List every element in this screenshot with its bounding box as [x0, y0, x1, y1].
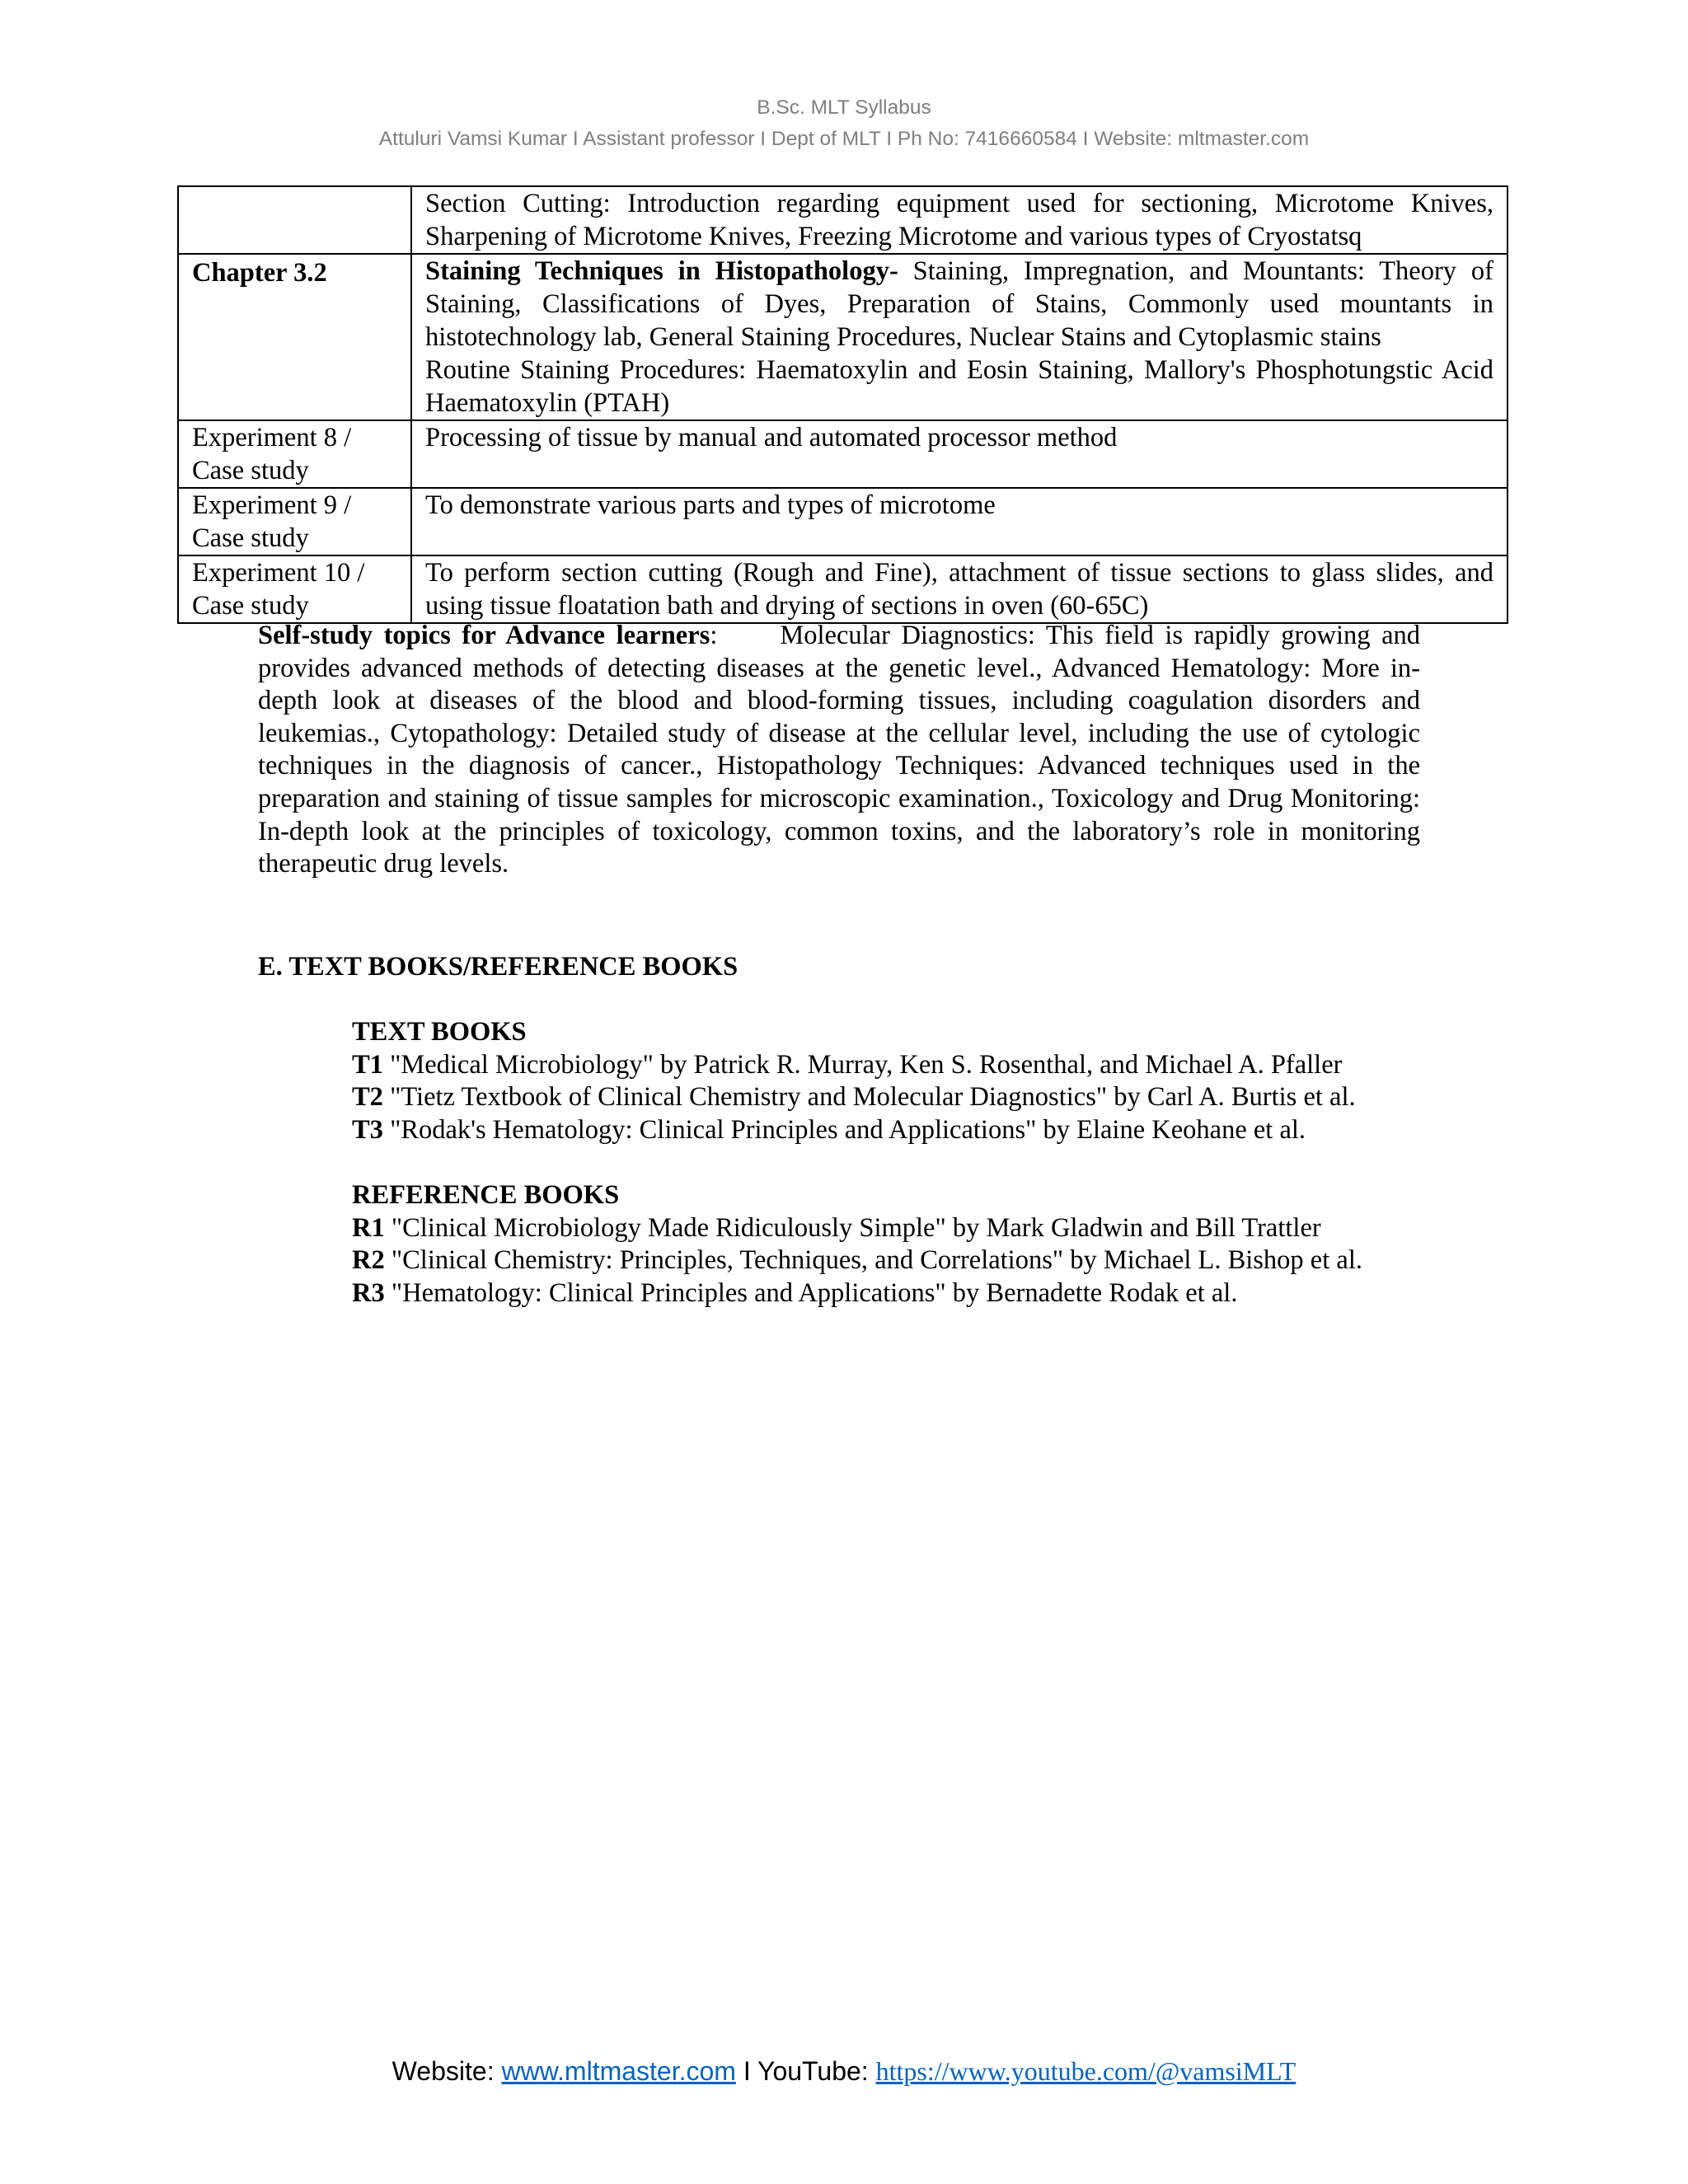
header-subtitle: Attuluri Vamsi Kumar I Assistant professor I Dept of MLT I Ph No: 7416660584 I Website: mltmaster.com [378, 128, 1310, 150]
book-title: "Clinical Microbiology Made Ridiculously Simple" by Mark Gladwin and Bill Trattler [384, 1212, 1321, 1243]
table-cell-label [178, 488, 411, 555]
reference-books-list [352, 1179, 1421, 1310]
footer-youtube-label: I YouTube: [735, 2056, 876, 2086]
experiment-label: Experiment 9 / [192, 490, 352, 520]
list-item [352, 1244, 1421, 1277]
table-cell-content: Section Cutting: Introduction regarding equipment used for sectioning, Microtome Knives, Sharpening of Microtome Knives, Freezing Microtome and various types of Cryostatsq [411, 186, 1507, 254]
self-study-separator: : [710, 621, 718, 650]
table-row [178, 488, 1507, 555]
book-code: R2 [352, 1245, 385, 1276]
list-item [352, 1049, 1421, 1082]
text-books-list [352, 1016, 1421, 1146]
book-code: R1 [352, 1212, 385, 1243]
text-books-heading: TEXT BOOKS [352, 1017, 527, 1047]
website-link[interactable]: www.mltmaster.com [501, 2056, 736, 2086]
book-code: T3 [352, 1114, 383, 1145]
list-item [352, 1212, 1421, 1245]
self-study-text: Molecular Diagnostics: This field is rapidly growing and provides advanced methods of detecting diseases at the genetic level., Advanced Hematology: More in-depth look at diseases of the blood and blood-forming tissues, including coagulation disorders and leukemias., Cytopathology: Detailed study of disease at the cellular level, including the use of cytologic techniques in the diagnosis of cancer., Histopathology Techniques: Advanced techniques used in the preparation and staining of tissue samples for microscopic examination., Toxicology and Drug Monitoring: In-depth look at the principles of toxicology, common toxins, and the laboratory’s role in monitoring therapeutic drug levels. [258, 621, 1420, 879]
table-row [178, 420, 1507, 488]
book-title: "Tietz Textbook of Clinical Chemistry and Molecular Diagnostics" by Carl A. Burtis et al. [382, 1082, 1356, 1113]
table-row [178, 186, 1507, 254]
self-study-paragraph [258, 620, 1420, 881]
header-title: B.Sc. MLT Syllabus [757, 96, 931, 119]
chapter-text: Staining, Impregnation, and Mountants: Theory of Staining, Classifications of Dyes, Preparation of Stains, Commonly used mountants in histotechnology lab, General Staining Procedures, Nuclear Stains and Cytoplasmic stains [425, 256, 1493, 352]
list-item [352, 1277, 1421, 1310]
book-title: "Clinical Chemistry: Principles, Techniques, and Correlations" by Michael L. Bishop et al. [384, 1245, 1362, 1276]
self-study-label: Self-study topics for Advance learners [258, 621, 710, 650]
chapter-label: Chapter 3.2 [192, 258, 327, 288]
table-cell-content [411, 254, 1507, 420]
list-item [352, 1114, 1421, 1147]
table-cell-label [178, 186, 411, 254]
book-title: "Medical Microbiology" by Patrick R. Murray, Ken S. Rosenthal, and Michael A. Pfaller [382, 1049, 1343, 1080]
table-row [178, 555, 1507, 623]
book-code: R3 [352, 1277, 385, 1308]
footer-website-label: Website: [392, 2056, 502, 2086]
book-title: "Rodak's Hematology: Clinical Principles and Applications" by Elaine Keohane et al. [382, 1114, 1306, 1145]
youtube-link[interactable]: https://www.youtube.com/@vamsiMLT [875, 2056, 1296, 2086]
section-e-heading: E. TEXT BOOKS/REFERENCE BOOKS [258, 952, 738, 982]
case-study-label: Case study [192, 456, 309, 485]
table-cell-content: Processing of tissue by manual and automated processor method [411, 420, 1507, 488]
table-cell-content: To demonstrate various parts and types of microtome [411, 488, 1507, 555]
book-code: T2 [352, 1082, 383, 1113]
table-row [178, 254, 1507, 420]
table-cell-label [178, 420, 411, 488]
reference-books-heading: REFERENCE BOOKS [352, 1180, 620, 1210]
experiment-label: Experiment 10 / [192, 558, 365, 588]
page-header [0, 92, 1688, 155]
table-cell-label [178, 254, 411, 420]
table-cell-content: To perform section cutting (Rough and Fine), attachment of tissue sections to glass slides, and using tissue floatation bath and drying of sections in oven (60-65C) [411, 555, 1507, 623]
list-item [352, 1081, 1421, 1114]
book-code: T1 [352, 1049, 383, 1080]
chapter-title: Staining Techniques in Histopathology- [425, 256, 898, 286]
case-study-label: Case study [192, 523, 309, 553]
syllabus-table [177, 185, 1508, 624]
chapter-text-2: Routine Staining Procedures: Haematoxylin and Eosin Staining, Mallory's Phosphotungstic Acid Haematoxylin (PTAH) [425, 355, 1493, 418]
case-study-label: Case study [192, 591, 309, 621]
book-title: "Hematology: Clinical Principles and Applications" by Bernadette Rodak et al. [384, 1277, 1238, 1308]
table-cell-label [178, 555, 411, 623]
page-footer [0, 2055, 1688, 2088]
experiment-label: Experiment 8 / [192, 423, 352, 452]
